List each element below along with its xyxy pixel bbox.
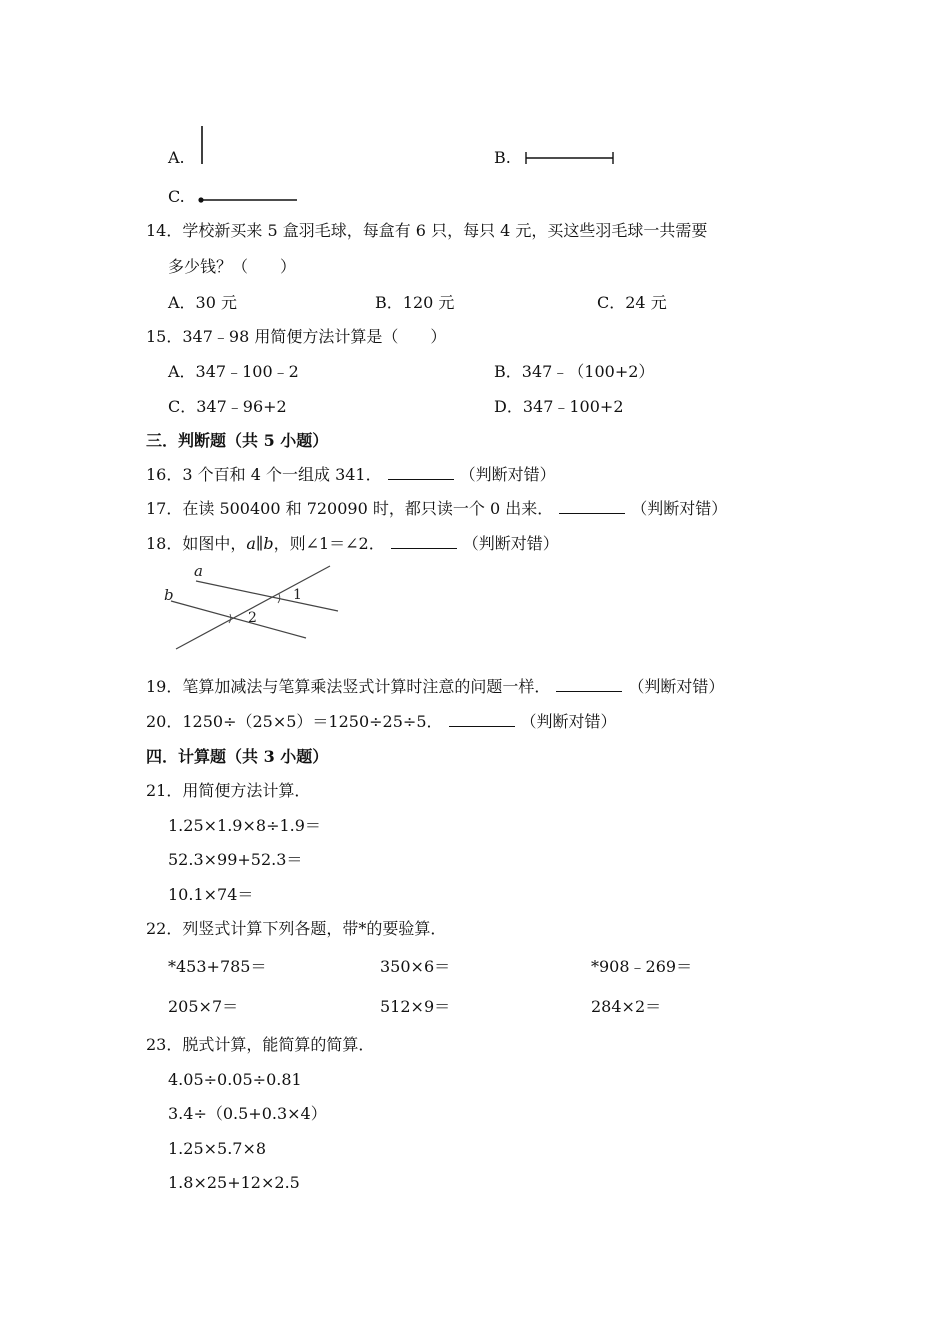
q18-parallel-symbol: ∥ xyxy=(255,534,264,553)
q18-judge-suffix: （判断对错） xyxy=(462,534,559,553)
q18-parallel-lines-figure xyxy=(160,560,360,655)
q21-item-3: 10.1×74＝ xyxy=(168,885,254,904)
q16-answer-blank[interactable] xyxy=(388,464,454,480)
q13-option-b-figure-segment xyxy=(520,148,620,168)
q15-option-c: C．347﹣96+2 xyxy=(168,397,287,416)
q20-answer-blank[interactable] xyxy=(449,711,515,727)
section4-title: 四．计算题（共 3 小题） xyxy=(146,747,329,766)
q17-text: 17．在读 500400 和 720090 时，都只读一个 0 出来． xyxy=(146,499,554,518)
line-b xyxy=(171,601,306,638)
q21-item-2: 52.3×99+52.3＝ xyxy=(168,850,303,869)
q16-line xyxy=(146,464,556,486)
q14-stem-line1: 14．学校新买来 5 盒羽毛球，每盒有 6 只，每只 4 元，买这些羽毛球一共需要 xyxy=(146,221,708,240)
q15-option-b: B．347﹣（100+2） xyxy=(494,362,655,381)
q22-row1-item-3: *908﹣269＝ xyxy=(591,957,693,976)
q19-text: 19．笔算加减法与笔算乘法竖式计算时注意的问题一样． xyxy=(146,677,551,696)
q20-line xyxy=(146,711,617,733)
label-2: 2 xyxy=(248,610,257,626)
label-b: b xyxy=(164,586,174,604)
q14-stem-line2: 多少钱？（ ） xyxy=(168,257,297,276)
q17-judge-suffix: （判断对错） xyxy=(631,499,728,518)
q13-option-c-figure-ray xyxy=(196,192,300,208)
q17-answer-blank[interactable] xyxy=(559,498,625,514)
q23-item-3: 1.25×5.7×8 xyxy=(168,1139,267,1158)
q22-row1-item-2: 350×6＝ xyxy=(380,957,451,976)
q18-var-b: b xyxy=(263,534,274,553)
q23-item-4: 1.8×25+12×2.5 xyxy=(168,1173,300,1192)
q16-text: 16．3 个百和 4 个一组成 341． xyxy=(146,465,382,484)
q18-rest: ，则∠1＝∠2． xyxy=(273,534,385,553)
q22-stem: 22．列竖式计算下列各题，带*的要验算． xyxy=(146,919,447,938)
q19-line xyxy=(146,676,724,698)
q13-option-a-figure-vertical-segment xyxy=(196,124,208,168)
q13-option-c-label: C. xyxy=(168,187,185,206)
q23-stem: 23．脱式计算，能简算的简算． xyxy=(146,1035,375,1054)
q19-judge-suffix: （判断对错） xyxy=(628,677,725,696)
q18-prefix: 18．如图中， xyxy=(146,534,247,553)
q13-option-a-label: A. xyxy=(168,148,185,167)
q19-answer-blank[interactable] xyxy=(556,676,622,692)
q22-row2-item-1: 205×7＝ xyxy=(168,997,239,1016)
q18-line xyxy=(146,533,559,555)
q22-row2-item-3: 284×2＝ xyxy=(591,997,662,1016)
q15-option-d: D．347﹣100+2 xyxy=(494,397,624,416)
label-a: a xyxy=(194,562,203,580)
q20-text: 20．1250÷（25×5）＝1250÷25÷5． xyxy=(146,712,443,731)
q14-option-a: A．30 元 xyxy=(168,293,238,312)
q22-row1-item-1: *453+785＝ xyxy=(168,957,267,976)
q18-var-a: a xyxy=(246,534,256,553)
q16-judge-suffix: （判断对错） xyxy=(459,465,556,484)
q20-judge-suffix: （判断对错） xyxy=(520,712,617,731)
q15-option-a: A．347﹣100﹣2 xyxy=(168,362,299,381)
q21-stem: 21．用简便方法计算． xyxy=(146,781,311,800)
q14-option-b: B．120 元 xyxy=(375,293,455,312)
section3-title: 三．判断题（共 5 小题） xyxy=(146,431,329,450)
q22-row2-item-2: 512×9＝ xyxy=(380,997,451,1016)
q23-item-1: 4.05÷0.05÷0.81 xyxy=(168,1070,302,1089)
q18-answer-blank[interactable] xyxy=(391,533,457,549)
q14-option-c: C．24 元 xyxy=(597,293,667,312)
angle-2-arc xyxy=(229,614,231,623)
label-1: 1 xyxy=(293,587,302,603)
q17-line xyxy=(146,498,727,520)
q13-option-b-label: B. xyxy=(494,148,511,167)
q15-stem: 15．347﹣98 用简便方法计算是（ ） xyxy=(146,327,447,346)
q23-item-2: 3.4÷（0.5+0.3×4） xyxy=(168,1104,327,1123)
q21-item-1: 1.25×1.9×8÷1.9＝ xyxy=(168,816,321,835)
line-a xyxy=(196,581,338,611)
